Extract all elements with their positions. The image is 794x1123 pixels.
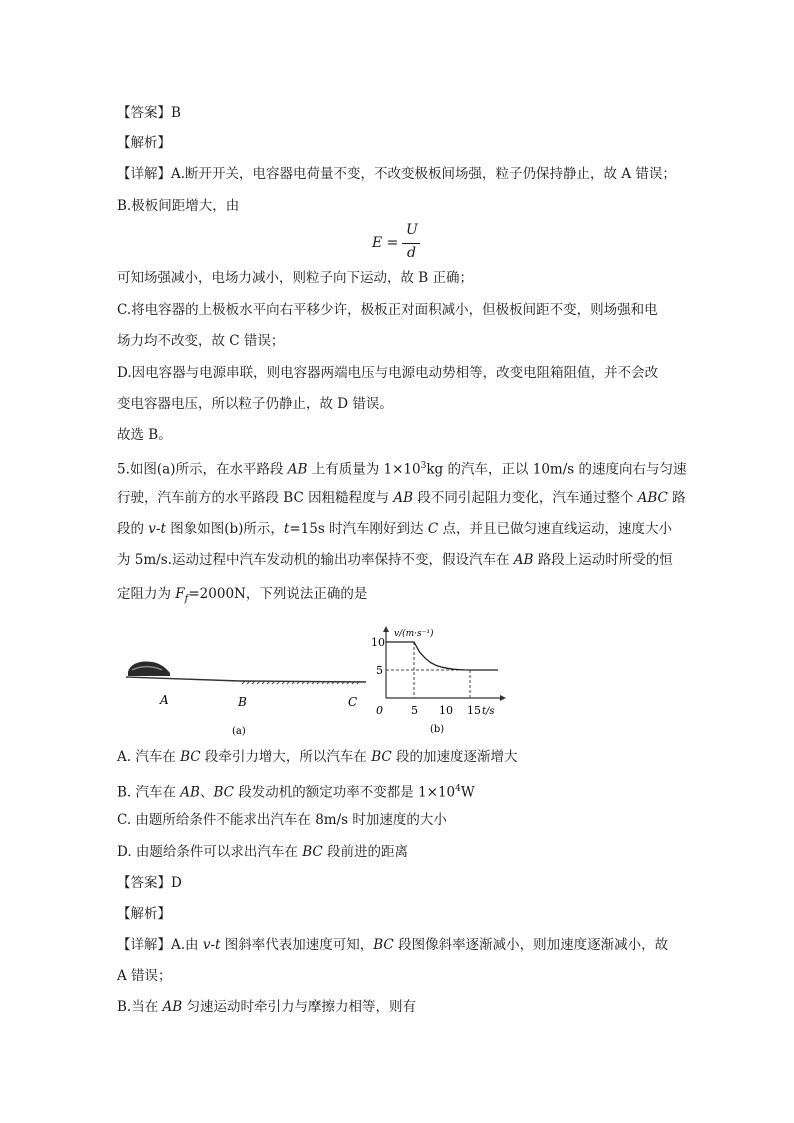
x-axis-label: t/s [482,706,495,717]
q5-stem-line2: 行驶，汽车前方的水平路段 BC 因粗糙程度与 AB 段不同引起阻力变化，汽车通过整个 ABC 路 [117,490,686,506]
y-axis-arrow [383,626,389,632]
q5-analysis-heading: 【解析】 [117,906,171,922]
q5-stem-line4: 为 5m/s.运动过程中汽车发动机的输出功率保持不变，假设汽车在 AB 路段上运动时所受的恒 [117,552,673,568]
q4-c-line2: 场力均不改变，故 C 错误； [117,333,285,349]
q4-d-line1: D.因电容器与电源串联，则电容器两端电压与电源电动势相等，改变电阻箱阻值，并不会改 [117,365,659,381]
label-B: B [238,695,247,709]
q5-option-a: A. 汽车在 BC 段牵引力增大，所以汽车在 BC 段的加速度逐渐增大 [117,749,518,765]
q5-stem-line3: 段的 v-t 图象如图(b)所示，t=15s 时汽车刚好到达 C 点，并且已做匀速直线运动，速度大小 [117,521,672,537]
q4-detail-a: 【详解】A.断开开关，电容器电荷量不变，不改变极板间场强，粒子仍保持静止，故 A 错误； [117,166,676,182]
q5-option-d: D. 由题给条件可以求出汽车在 BC 段前进的距离 [117,844,409,860]
y-tick-10: 10 [371,636,385,649]
figure-a-road [126,661,366,737]
y-tick-labels [371,636,385,677]
q5-detail-line2: A 错误； [117,968,172,984]
x-tick-10: 10 [439,704,453,717]
q5-answer: 【答案】D [117,875,182,891]
q4-d-line2: 变电容器电压，所以粒子仍静止，故 D 错误。 [117,396,393,412]
fraction-bar [402,243,420,244]
q5-option-b: B. 汽车在 AB、BC 段发动机的额定功率不变都是 $1\times 10^4W$ [117,784,475,801]
q5-stem-line5: 定阻力为 $F_f=2000N$，下列说法正确的是 [117,586,368,605]
velocity-time-curve [386,642,498,670]
x-tick-labels [411,704,481,717]
q5-option-c: C. 由题所给条件不能求出汽车在 8m/s 时加速度的大小 [117,812,447,828]
q4-answer: 【答案】B [117,105,181,121]
y-tick-5: 5 [376,664,383,677]
caption-a: (a) [232,726,246,737]
q4-c-line1: C.将电容器的上极板水平向右平移少许，极板正对面积减小，但极板间距不变，则场强和电 [117,302,658,318]
formula-numerator: U [406,222,418,238]
origin-label: 0 [376,704,383,717]
x-axis-arrow [500,695,506,701]
q4-conclusion: 故选 B。 [117,427,172,443]
x-tick-15: 15 [467,704,481,717]
label-A: A [160,693,169,707]
q5-stem-line1: 5.如图(a)所示，在水平路段 AB 上有质量为 $1\times 10^3kg$ 的汽车，正以 10m/s 的速度向右与匀速 [117,461,687,478]
formula-denominator: d [407,245,416,261]
y-axis-label: v/(m·s⁻¹) [394,629,434,639]
q5-figure [118,620,528,742]
q4-b-line2: 可知场强减小，电场力减小，则粒子向下运动，故 B 正确； [117,270,474,286]
label-C: C [348,695,358,709]
q5-detail-line1: 【详解】A.由 v-t 图斜率代表加速度可知，BC 段图像斜率逐渐减小，则加速度逐渐减小，故 [117,937,669,953]
q4-b-line1: B.极板间距增大，由 [117,198,240,214]
caption-b: (b) [430,724,445,735]
field-strength-formula [372,222,432,268]
formula-lhs: E = [372,235,399,251]
q4-analysis-heading: 【解析】 [117,135,171,151]
figure-b-vt-chart [371,626,506,735]
q5-detail-line3: B.当在 AB 匀速运动时牵引力与摩擦力相等，则有 [117,999,416,1015]
x-tick-5: 5 [411,704,418,717]
